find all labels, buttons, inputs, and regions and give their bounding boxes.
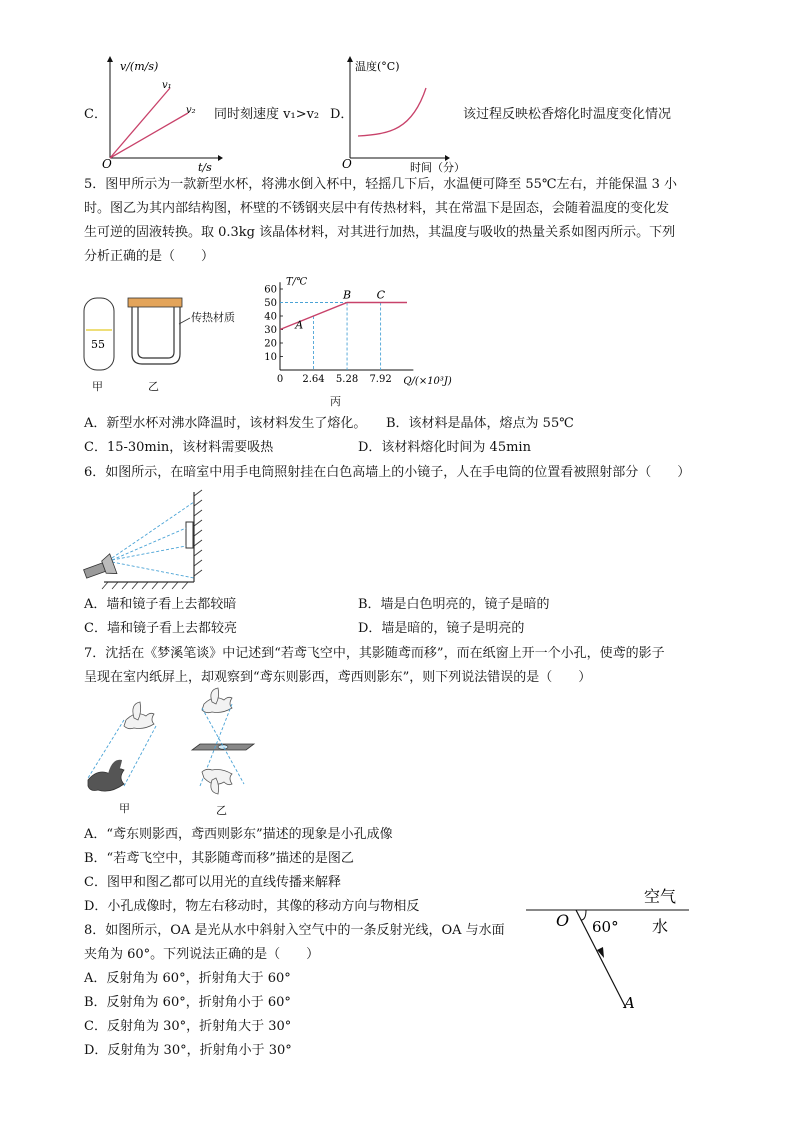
q5-stem-line3: 生可逆的固液转换。取 0.3kg 该晶体材料，对其进行加热，其温度与吸收的热量关系如图丙所示。下列 bbox=[84, 225, 676, 240]
q7-option-a: A．“鸢东则影西，鸢西则影东”描述的现象是小孔成像 bbox=[84, 827, 393, 842]
v2-label: v₂ bbox=[186, 105, 196, 116]
temperature-heat-chart bbox=[264, 270, 470, 387]
y-tick-label: 40 bbox=[264, 311, 277, 323]
velocity-time-graph bbox=[100, 58, 220, 174]
y-tick-label: 20 bbox=[264, 338, 277, 350]
fig-bing-label: 丙 bbox=[330, 395, 341, 408]
fig-yi-label: 乙 bbox=[148, 380, 159, 393]
angle-label: 60° bbox=[592, 918, 619, 936]
q7-option-d: D．小孔成像时，物左右移动时，其像的移动方向与物相反 bbox=[84, 899, 420, 914]
q5-stem-line2: 时。图乙为其内部结构图，杯壁的不锈钢夹层中有传热材料，其在常温下是固态，会随着温度的变化发 bbox=[84, 201, 670, 216]
q5-option-d: D．该材料熔化时间为 45min bbox=[358, 440, 531, 455]
y-tick-label: 30 bbox=[264, 325, 277, 336]
pinhole-figure bbox=[186, 690, 266, 800]
flashlight-mirror-figure bbox=[82, 490, 212, 590]
q4-option-d-text: 该过程反映松香熔化时温度变化情况 bbox=[463, 107, 672, 122]
x-tick-label: 5.28 bbox=[335, 374, 359, 385]
q7-option-c: C．图甲和图乙都可以用光的直线传播来解释 bbox=[84, 875, 341, 890]
y-tick-label: 10 bbox=[264, 352, 277, 363]
fig-jia-label: 甲 bbox=[92, 380, 103, 393]
q7-stem-line2: 呈现在室内纸屏上，却观察到“鸢东则影西，鸢西则影东”，则下列说法错误的是（ ） bbox=[84, 670, 592, 685]
water-label: 水 bbox=[652, 917, 669, 936]
q5-stem-line1: 5．图甲所示为一款新型水杯，将沸水倒入杯中，轻摇几下后，水温便可降至 55℃左右，并能保温 3 小 bbox=[84, 177, 678, 192]
origin-label-d: O bbox=[342, 157, 352, 171]
origin-label: O bbox=[102, 157, 112, 171]
q7-stem-line1: 7．沈括在《梦溪笔谈》中记述到“若鸢飞空中，其影随鸢而移”，而在纸窗上开一个小孔，使鸢的影子 bbox=[84, 646, 665, 661]
q8-option-d: D．反射角为 30°，折射角小于 30° bbox=[84, 1043, 292, 1058]
q8-option-c: C．反射角为 30°，折射角大于 30° bbox=[84, 1019, 292, 1034]
q4-option-c-text: 同时刻速度 v₁>v₂ bbox=[214, 107, 320, 122]
v1-label: v₁ bbox=[162, 80, 172, 91]
q5-option-b: B．该材料是晶体，熔点为 55℃ bbox=[386, 416, 574, 431]
q6-option-b: B．墙是白色明亮的，镜子是暗的 bbox=[358, 597, 550, 612]
q7-option-b: B．“若鸢飞空中，其影随鸢而移”描述的是图乙 bbox=[84, 851, 354, 866]
q5-option-a: A．新型水杯对沸水降温时，该材料发生了熔化。 bbox=[84, 416, 367, 431]
reflection-diagram bbox=[524, 880, 724, 1030]
y-axis-title: T/℃ bbox=[286, 276, 308, 288]
x-tick-label: 7.92 bbox=[369, 374, 392, 385]
q6-option-d: D．墙是暗的，镜子是明亮的 bbox=[358, 621, 525, 636]
water-cup-figure bbox=[82, 296, 122, 376]
y-tick-label: 50 bbox=[264, 298, 277, 309]
q4-option-d-label: D． bbox=[330, 107, 354, 122]
cup-temp-number: 55 bbox=[91, 338, 105, 351]
point-label-b: B bbox=[343, 288, 352, 302]
q8-option-b: B．反射角为 60°，折射角小于 60° bbox=[84, 995, 291, 1010]
q8-stem-line2: 夹角为 60°。下列说法正确的是（ ） bbox=[84, 947, 320, 962]
v-axis-label: v/(m/s) bbox=[120, 60, 159, 73]
o-point-label: O bbox=[556, 911, 570, 930]
material-label: 传热材质 bbox=[191, 311, 235, 324]
q5-stem-line4: 分析正确的是（ ） bbox=[84, 249, 215, 264]
t-axis-label: t/s bbox=[198, 161, 212, 174]
q6-stem: 6．如图所示，在暗室中用手电筒照射挂在白色高墙上的小镜子，人在手电筒的位置看被照射部分（ ） bbox=[84, 465, 691, 480]
q5-option-c: C．15-30min，该材料需要吸热 bbox=[84, 440, 274, 455]
point-label-c: C bbox=[376, 288, 386, 302]
point-label-a: A bbox=[295, 318, 304, 332]
temperature-time-graph bbox=[340, 58, 465, 174]
a-point-label: A bbox=[624, 994, 635, 1012]
q4-option-c-label: C． bbox=[84, 107, 107, 122]
q8-option-a: A．反射角为 60°，折射角大于 60° bbox=[84, 971, 291, 986]
x-axis-title: Q/(×10³J) bbox=[403, 376, 452, 387]
air-label: 空气 bbox=[644, 887, 677, 906]
q8-stem-line1: 8．如图所示，OA 是光从水中斜射入空气中的一条反射光线，OA 与水面 bbox=[84, 923, 505, 938]
cup-structure-figure bbox=[124, 294, 244, 374]
q7-fig-yi-label: 乙 bbox=[216, 804, 227, 817]
x-tick-label: 0 bbox=[276, 374, 284, 385]
q6-option-c: C．墙和镜子看上去都较亮 bbox=[84, 621, 237, 636]
temp-axis-label: 温度(°C) bbox=[355, 60, 400, 73]
q6-option-a: A．墙和镜子看上去都较暗 bbox=[84, 597, 237, 612]
time-axis-label: 时间（分） bbox=[410, 161, 465, 174]
x-tick-label: 2.64 bbox=[302, 374, 325, 385]
q7-fig-jia-label: 甲 bbox=[119, 802, 130, 815]
y-tick-label: 60 bbox=[264, 284, 277, 296]
bird-shadow-figure bbox=[84, 700, 174, 800]
